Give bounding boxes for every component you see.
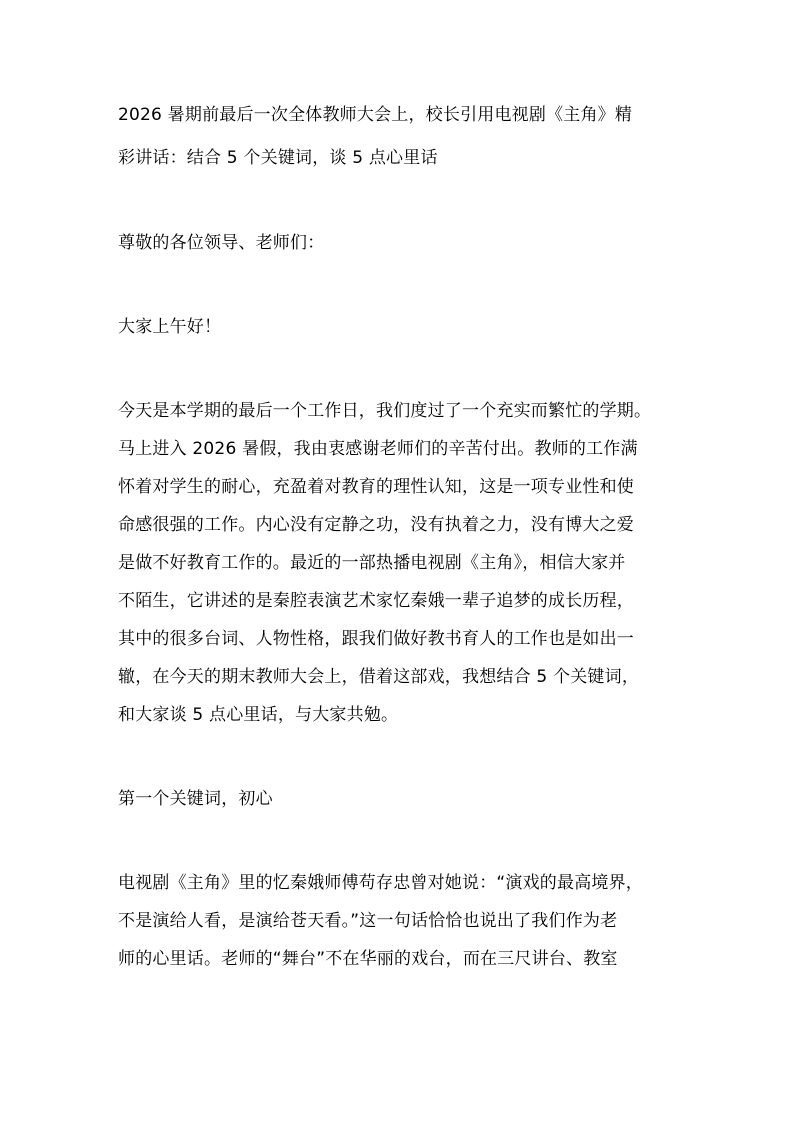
intro-paragraph-line: 马上进入 2026 暑假，我由衷感谢老师们的辛苦付出。教师的工作满: [118, 439, 638, 459]
intro-paragraph-line: 不陌生，它讲述的是秦腔表演艺术家忆秦娥一辈子追梦的成长历程，: [118, 591, 634, 611]
intro-paragraph-line: 命感很强的工作。内心没有定静之功，没有执着之力，没有博大之爱: [118, 515, 634, 535]
section-paragraph-line: 师的心里话。老师的“舞台”不在华丽的戏台，而在三尺讲台、教室: [118, 949, 618, 969]
intro-paragraph-line: 是做不好教育工作的。最近的一部热播电视剧《主角》，相信大家并: [118, 553, 626, 573]
intro-paragraph-line: 今天是本学期的最后一个工作日，我们度过了一个充实而繁忙的学期。: [118, 401, 652, 421]
section-paragraph-line: 不是演给人看，是演给苍天看。”这一句话恰恰也说出了我们作为老: [118, 911, 618, 931]
intro-paragraph-line: 怀着对学生的耐心，充盈着对教育的理性认知，这是一项专业性和使: [118, 477, 634, 497]
greeting: 大家上午好！: [118, 317, 222, 337]
intro-paragraph-line: 和大家谈 5 点心里话，与大家共勉。: [118, 705, 399, 725]
section-paragraph-line: 电视剧《主角》里的忆秦娥师傅苟存忠曾对她说：“演戏的最高境界，: [118, 873, 644, 893]
document-title-line-1: 2026 暑期前最后一次全体教师大会上，校长引用电视剧《主角》精: [118, 105, 633, 125]
document-title-line-2: 彩讲话：结合 5 个关键词，谈 5 点心里话: [118, 148, 438, 168]
intro-paragraph-line: 辙，在今天的期末教师大会上，借着这部戏，我想结合 5 个关键词，: [118, 667, 640, 687]
section-heading: 第一个关键词，初心: [118, 789, 273, 809]
salutation: 尊敬的各位领导、老师们：: [118, 233, 325, 253]
intro-paragraph-line: 其中的很多台词、人物性格，跟我们做好教书育人的工作也是如出一: [118, 629, 634, 649]
